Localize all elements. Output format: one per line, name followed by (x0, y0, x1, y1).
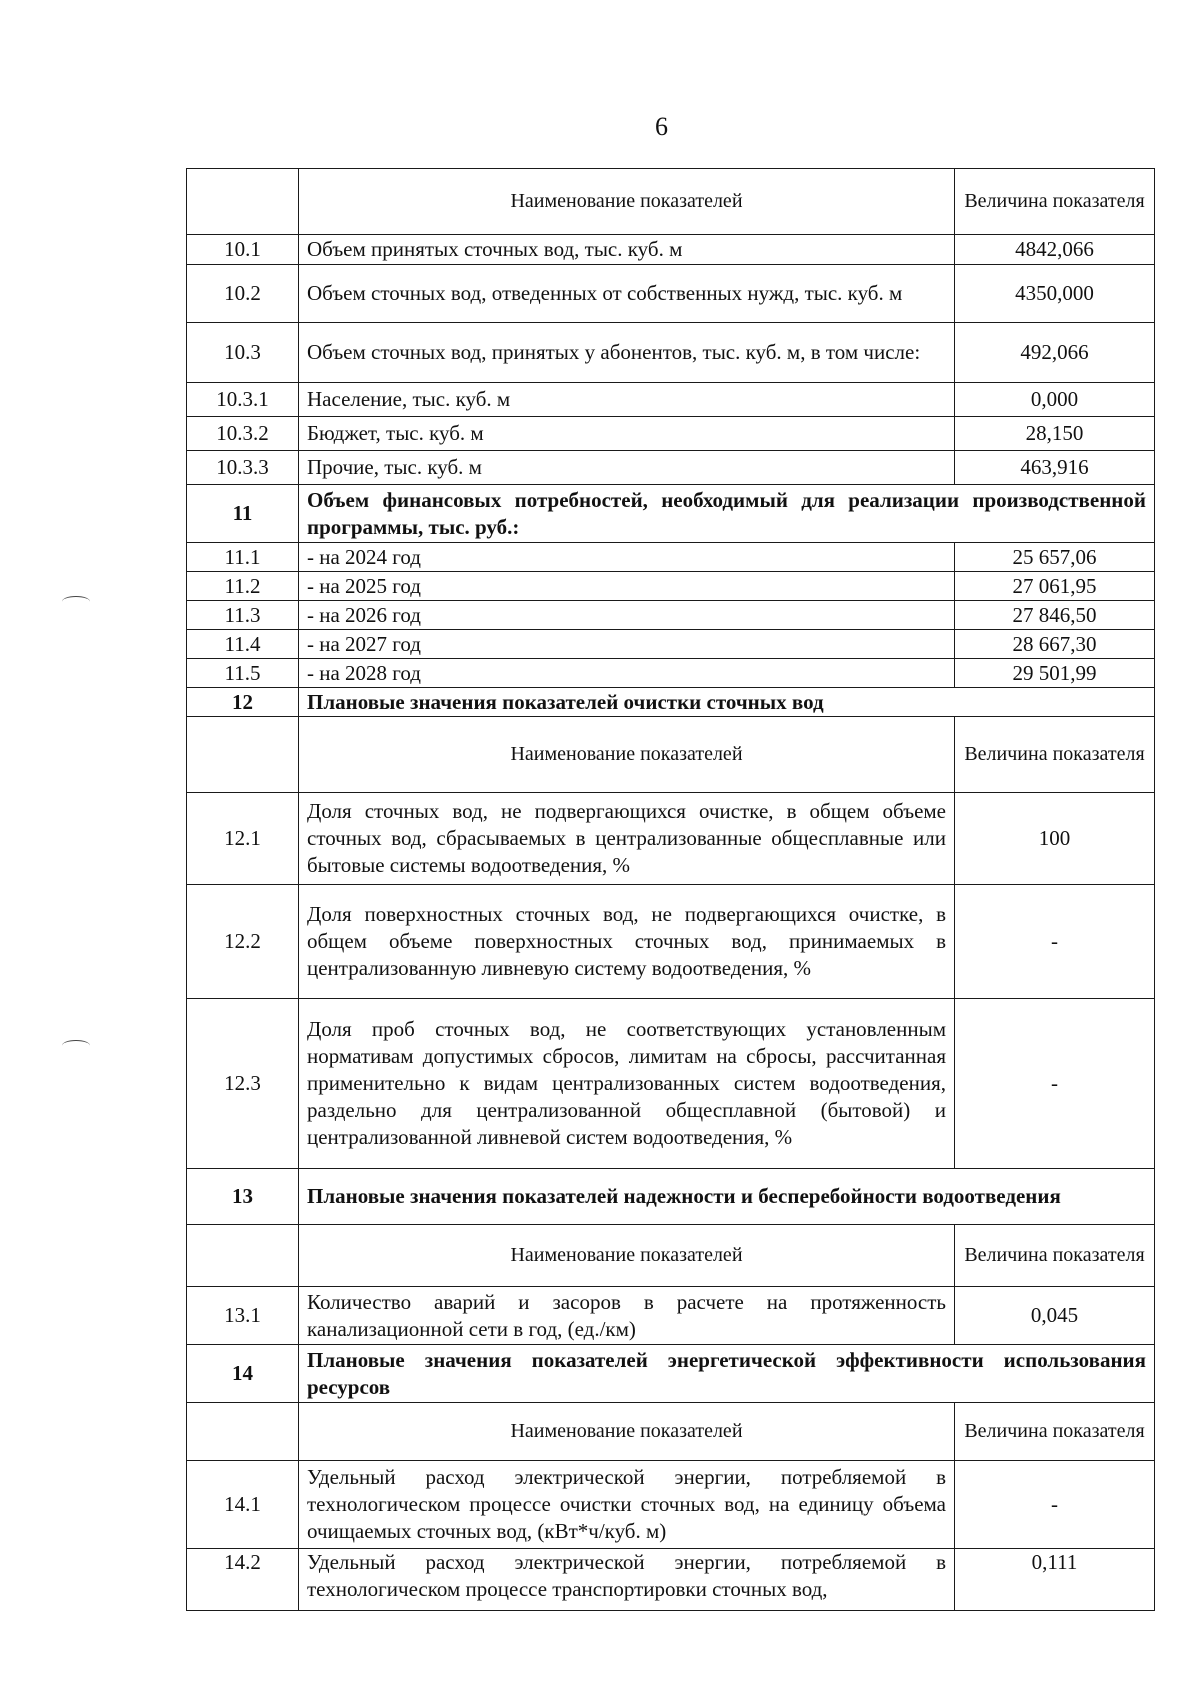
row-value: 29 501,99 (955, 659, 1155, 688)
section-title: Плановые значения показателей надежности и бесперебойности водоотведения (299, 1169, 1155, 1225)
table-row (187, 999, 1155, 1169)
row-name: Удельный расход электрической энергии, потребляемой в технологическом процессе очистки сточных вод, на единицу объема очищаемых сточных вод, (кВт*ч/куб. м) (299, 1461, 955, 1549)
section-num: 11 (187, 485, 299, 543)
row-name: - на 2025 год (299, 572, 955, 601)
table-header-row (187, 717, 1155, 793)
table-row (187, 265, 1155, 323)
row-value: 4350,000 (955, 265, 1155, 323)
row-name: Доля проб сточных вод, не соответствующих установленным нормативам допустимых сбросов, лимитам на сбросы, рассчитанная применительно к видам централизованных систем водоотведения, раздельно для централизованной общесплавной (бытовой) и централизованной ливневой систем водоотведения, % (299, 999, 955, 1169)
row-name: Бюджет, тыс. куб. м (299, 417, 955, 451)
row-value: 100 (955, 793, 1155, 885)
row-value: - (955, 885, 1155, 999)
row-num: 12.1 (187, 793, 299, 885)
row-value: - (955, 1461, 1155, 1549)
table-row (187, 1549, 1155, 1611)
row-num: 10.3 (187, 323, 299, 383)
section-row (187, 485, 1155, 543)
row-name: - на 2024 год (299, 543, 955, 572)
row-name: Количество аварий и засоров в расчете на протяженность канализационной сети в год, (ед./км) (299, 1287, 955, 1345)
row-value: 25 657,06 (955, 543, 1155, 572)
row-name: Население, тыс. куб. м (299, 383, 955, 417)
section-title: Плановые значения показателей очистки сточных вод (299, 688, 1155, 717)
section-row (187, 688, 1155, 717)
row-name: - на 2026 год (299, 601, 955, 630)
table-row (187, 659, 1155, 688)
row-value: 492,066 (955, 323, 1155, 383)
scan-artifact-mark (62, 1040, 90, 1051)
row-name: - на 2027 год (299, 630, 955, 659)
table-row (187, 451, 1155, 485)
row-name: Объем сточных вод, принятых у абонентов, тыс. куб. м, в том числе: (299, 323, 955, 383)
table-row (187, 572, 1155, 601)
row-name: Объем принятых сточных вод, тыс. куб. м (299, 235, 955, 265)
table-row (187, 1287, 1155, 1345)
row-num: 10.2 (187, 265, 299, 323)
table-row (187, 630, 1155, 659)
section-row (187, 1345, 1155, 1403)
page-number: 6 (655, 112, 668, 141)
row-value: 28 667,30 (955, 630, 1155, 659)
row-name: - на 2028 год (299, 659, 955, 688)
row-value: 27 061,95 (955, 572, 1155, 601)
header-num-cell (187, 717, 299, 793)
row-num: 12.3 (187, 999, 299, 1169)
header-num-cell (187, 169, 299, 235)
header-value-cell: Величина показателя (955, 1225, 1155, 1287)
row-num: 10.3.1 (187, 383, 299, 417)
row-value: 28,150 (955, 417, 1155, 451)
row-value: 4842,066 (955, 235, 1155, 265)
table-header-row (187, 169, 1155, 235)
row-value: 0,111 (955, 1549, 1155, 1611)
scan-artifact-mark (62, 596, 90, 607)
row-num: 11.4 (187, 630, 299, 659)
row-num: 11.3 (187, 601, 299, 630)
row-num: 11.1 (187, 543, 299, 572)
row-name: Удельный расход электрической энергии, потребляемой в технологическом процессе транспортировки сточных вод, (299, 1549, 955, 1611)
header-value-cell: Величина показателя (955, 717, 1155, 793)
table-row (187, 323, 1155, 383)
header-name-cell: Наименование показателей (299, 169, 955, 235)
header-name-cell: Наименование показателей (299, 1403, 955, 1461)
row-value: 0,045 (955, 1287, 1155, 1345)
table-row (187, 417, 1155, 451)
row-num: 11.5 (187, 659, 299, 688)
row-num: 10.1 (187, 235, 299, 265)
header-value-cell: Величина показателя (955, 169, 1155, 235)
table-header-row (187, 1403, 1155, 1461)
table-row (187, 235, 1155, 265)
section-title: Объем финансовых потребностей, необходимый для реализации производственной программы, тыс. руб.: (299, 485, 1155, 543)
header-name-cell: Наименование показателей (299, 717, 955, 793)
section-num: 13 (187, 1169, 299, 1225)
row-num: 14.2 (187, 1549, 299, 1611)
table-row (187, 383, 1155, 417)
header-value-cell: Величина показателя (955, 1403, 1155, 1461)
section-num: 14 (187, 1345, 299, 1403)
row-value: - (955, 999, 1155, 1169)
section-title: Плановые значения показателей энергетической эффективности использования ресурсов (299, 1345, 1155, 1403)
row-num: 12.2 (187, 885, 299, 999)
table-header-row (187, 1225, 1155, 1287)
row-num: 13.1 (187, 1287, 299, 1345)
row-name: Доля сточных вод, не подвергающихся очистке, в общем объеме сточных вод, сбрасываемых в централизованные общесплавные или бытовые системы водоотведения, % (299, 793, 955, 885)
row-num: 14.1 (187, 1461, 299, 1549)
header-name-cell: Наименование показателей (299, 1225, 955, 1287)
table-row (187, 1461, 1155, 1549)
row-name: Прочие, тыс. куб. м (299, 451, 955, 485)
table-row (187, 793, 1155, 885)
header-num-cell (187, 1225, 299, 1287)
row-num: 10.3.3 (187, 451, 299, 485)
row-value: 27 846,50 (955, 601, 1155, 630)
indicators-table (186, 168, 1155, 1611)
row-name: Объем сточных вод, отведенных от собственных нужд, тыс. куб. м (299, 265, 955, 323)
row-value: 0,000 (955, 383, 1155, 417)
row-name: Доля поверхностных сточных вод, не подвергающихся очистке, в общем объеме поверхностных сточных вод, принимаемых в централизованную ливневую систему водоотведения, % (299, 885, 955, 999)
section-num: 12 (187, 688, 299, 717)
header-num-cell (187, 1403, 299, 1461)
table-row (187, 601, 1155, 630)
table-row (187, 885, 1155, 999)
table-row (187, 543, 1155, 572)
row-num: 10.3.2 (187, 417, 299, 451)
row-num: 11.2 (187, 572, 299, 601)
section-row (187, 1169, 1155, 1225)
row-value: 463,916 (955, 451, 1155, 485)
